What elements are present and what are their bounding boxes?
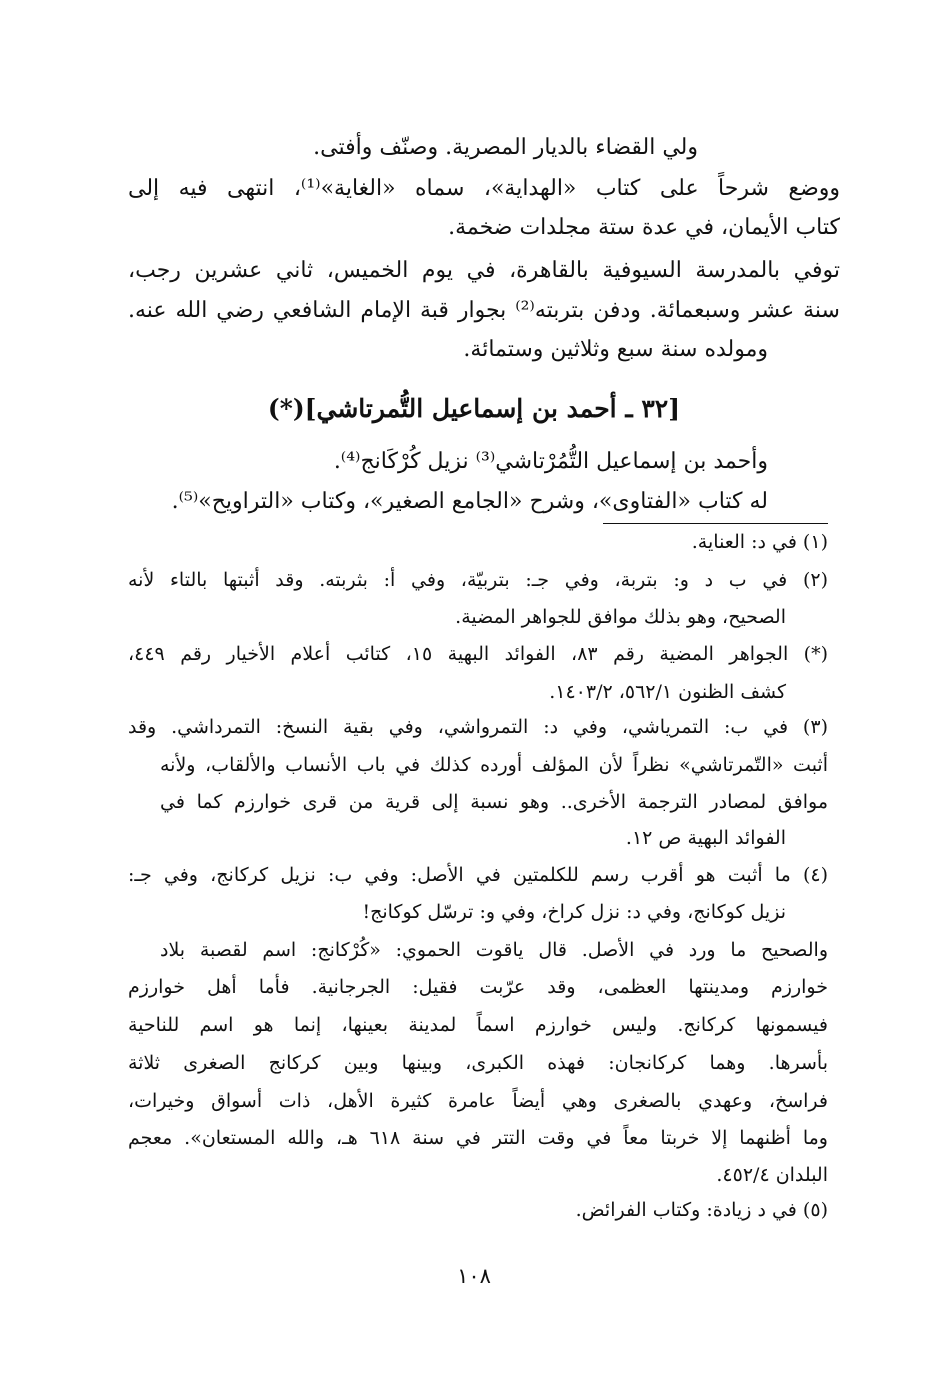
body-line: سنة عشر وسبعمائة. ودفن بتربته⁽²⁾ بجوار قبة الإمام الشافعي رضي الله عنه. (128, 298, 840, 323)
footnote-line: (٣) في ب: التمرياشي، وفي د: التمرواشي، وفي بقية النسخ: التمرداشي. وقد (128, 716, 828, 738)
entry-line: وأحمد بن إسماعيل التُّمُرْتاشي⁽³⁾ نزيل كُرْكَانج⁽⁴⁾. (333, 449, 768, 474)
footnote-line: خوارزم ومدينتها العظمى، وقد عرّبت فقيل: الجرجانية. فأما أهل خوارزم (128, 976, 828, 998)
body-line: كتاب الأيمان، في عدة ستة مجلدات ضخمة. (448, 215, 840, 240)
body-line: ومولده سنة سبع وثلاثين وستمائة. (463, 337, 768, 362)
footnote-line: الفوائد البهية ص ١٢. (625, 827, 786, 849)
footnote-line: البلدان ٤٥٢/٤. (716, 1164, 828, 1186)
footnote-line: أثبت «التّمرتاشي» نظراً لأن المؤلف أورده كذلك في باب الأنساب والألقاب، ولأنه (160, 754, 828, 776)
footnote-line: الصحيح، وهو بذلك موافق للجواهر المضية. (455, 606, 786, 628)
footnote-line: فيسمونها كركانج. وليس خوارزم اسماً لمدينة بعينها، إنما هو اسم للناحية (128, 1014, 828, 1036)
footnote-line: موافق لمصادر الترجمة الأخرى.. وهو نسبة إلى قرية من قرى خوارزم كما في (160, 791, 828, 813)
footnote-line: (*) الجواهر المضية رقم ٨٣، الفوائد البهية ١٥، كتائب أعلام الأخيار رقم ٤٤٩، (128, 643, 828, 665)
footnote-line: (١) في د: العناية. (691, 531, 828, 553)
footnote-line: (٥) في د زيادة: وكتاب الفرائض. (575, 1199, 828, 1221)
footnote-line: (٢) في ب د و: بتربة، وفي جـ: بتربيّة، وفي أ: بثربته. وقد أثبتها بالتاء لأنه (128, 569, 828, 591)
footnote-line: (٤) ما أثبت هو أقرب رسم للكلمتين في الأصل: وفي ب: نزيل كركانج، وفي جـ: (128, 864, 828, 886)
body-line: ووضع شرحاً على كتاب «الهداية»، سماه «الغاية»⁽¹⁾، انتهى فيه إلى (128, 176, 841, 201)
footnote-line: فراسخ، وعهدي بالصغرى وهي أيضاً عامرة كثيرة الأهل، ذات أسواق وخيرات، (128, 1090, 828, 1112)
footnote-line: كشف الظنون ٥٦٢/١، ١٤٠٣/٢. (549, 681, 786, 703)
entry-title: [٣٢ ـ أحمد بن إسماعيل التُّمرتاشي](*) (267, 394, 681, 423)
footnote-line: نزيل كوكانج، وفي د: نزل كراخ، وفي و: ترسّل كوكانج! (362, 901, 786, 923)
footnote-line: وما أظنهما إلا خربتا معاً في وقت التتر في سنة ٦١٨ هـ، والله المستعان». معجم (128, 1127, 828, 1149)
entry-line: له كتاب «الفتاوى»، وشرح «الجامع الصغير»، وكتاب «التراويح»⁽⁵⁾. (171, 489, 768, 514)
footnote-separator (603, 523, 828, 524)
body-line: توفي بالمدرسة السيوفية بالقاهرة، في يوم الخميس، ثاني عشرين رجب، (128, 258, 840, 283)
page-number: ١٠٨ (457, 1264, 491, 1288)
footnote-line: بأسرها. وهما كركانجان: فهذه الكبرى، وبينها وبين كركانج الصغرى ثلاثة (128, 1052, 828, 1074)
footnote-line: والصحيح ما ورد في الأصل. قال ياقوت الحموي: «كُرْكانج: اسم لقصبة بلاد (160, 939, 828, 961)
body-line: ولي القضاء بالديار المصرية. وصنّف وأفتى. (313, 135, 698, 160)
